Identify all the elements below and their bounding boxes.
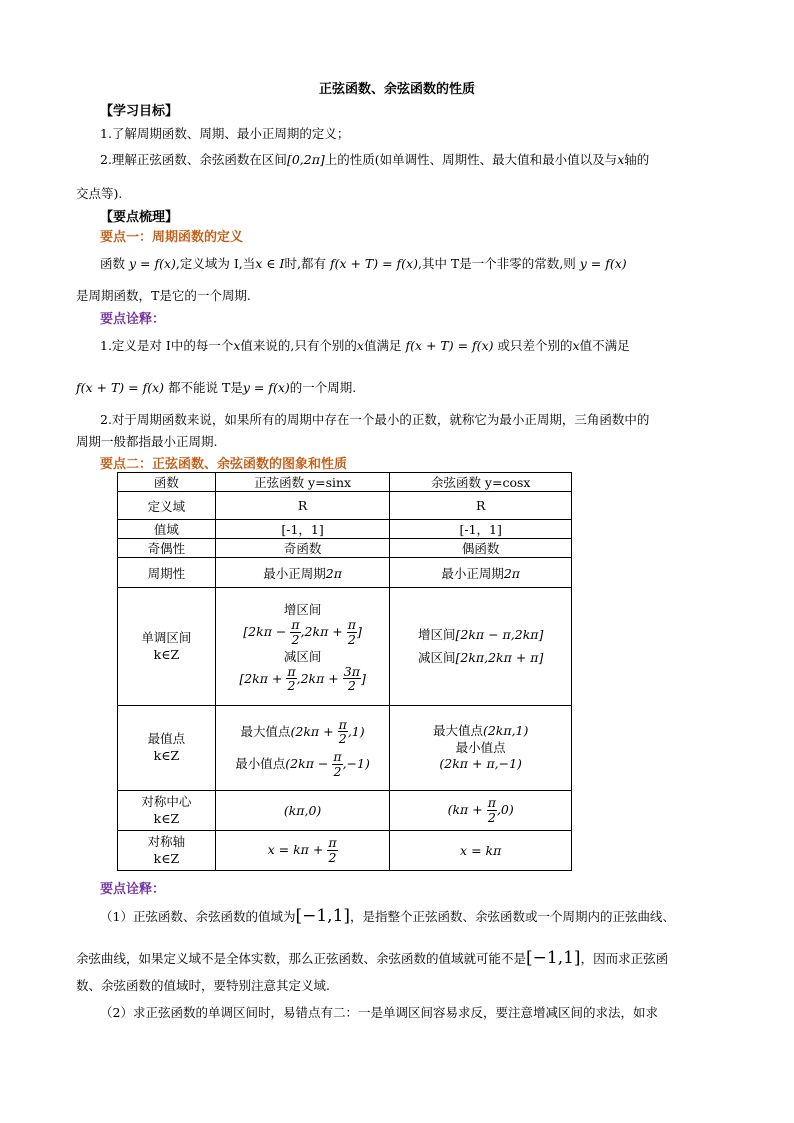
sin-min-point: 最小值点(2kπ − $\frac{\pi}{2}$ ,−1) <box>235 749 370 779</box>
table-cell: 正弦函数 y=sinx <box>215 473 390 492</box>
table-row-axis <box>118 831 572 871</box>
table-cell: 最大值点(2kπ,1) 最小值点 (2kπ + π,−1) <box>390 706 572 791</box>
table-cell: [-1，1] <box>215 520 390 539</box>
table-cell: x = kπ + $\frac{\pi}{2}$ <box>215 831 390 871</box>
table-cell: 对称中心 k∈Z <box>118 791 216 831</box>
table-cell: R <box>215 492 390 520</box>
point1-note2-line1: 2.对于周期函数来说，如果所有的周期中存在一个最小的正数，就称它为最小正周期，三角函数中的 <box>100 412 650 427</box>
point2-note2: （2）求正弦函数的单调区间时，易错点有二：一是单调区间容易求反，要注意增减区间的求法，如求 <box>100 1005 658 1020</box>
table-cell: 最小正周期2π <box>215 558 390 588</box>
table-row-domain <box>118 492 572 520</box>
table-cell: 周期性 <box>118 558 216 588</box>
table-cell: 偶函数 <box>390 539 572 558</box>
table-cell <box>215 706 390 791</box>
table-cell: x = kπ <box>390 831 572 871</box>
table-row-header <box>118 473 572 492</box>
goal-item-2-cont: 交点等). <box>76 186 123 201</box>
point1-note1-cont: f(x + T) = f(x) 都不能说 T是y = f(x)的一个周期. <box>76 380 357 395</box>
table-row-monotonic <box>118 588 572 706</box>
sin-max-point: 最大值点(2kπ + $\frac{\pi}{2}$ ,1) <box>240 716 365 747</box>
page-title: 正弦函数、余弦函数的性质 <box>318 82 475 97</box>
point2-note1-line1: （1）正弦函数、余弦函数的值域为[−1,1]，是指整个正弦函数、余弦函数或一个周期内的正弦曲线、 <box>100 906 676 926</box>
table-cell: 增区间 [2kπ − $\frac{\pi}{2}$ ,2kπ + $\frac{\pi}{2}$ ] 减区间 [2kπ + $\frac{\pi}{2}$ ,2kπ + $\frac{3\pi}{2}$ ] <box>215 588 390 706</box>
goal-item-1: 1.了解周期函数、周期、最小正周期的定义； <box>100 126 350 141</box>
points-heading: 【要点梳理】 <box>100 210 179 225</box>
point2-note1-line2: 余弦曲线，如果定义域不是全体实数，那么正弦函数、余弦函数的值域就可能不是[−1,1]，因而求正弦函 <box>76 948 669 968</box>
table-cell: 函数 <box>118 473 216 492</box>
table-row-period <box>118 558 572 588</box>
point2-heading: 要点二：正弦函数、余弦函数的图象和性质 <box>100 457 348 472</box>
point1-def-line1: 函数 y = f(x),定义域为 I,当x ∈ I时,都有 f(x + T) = f(x),其中 T是一个非零的常数,则 y = f(x) <box>100 256 627 271</box>
table-row-center <box>118 791 572 831</box>
table-row-extreme <box>118 706 572 791</box>
point1-note1: 1.定义是对 I中的每一个x值来说的,只有个别的x值满足 f(x + T) = f(x) 或只差个别的x值不满足 <box>100 338 630 353</box>
point1-heading: 要点一：周期函数的定义 <box>100 230 244 245</box>
point1-note-heading: 要点诠释： <box>100 312 166 327</box>
table-cell: 最值点 k∈Z <box>118 706 216 791</box>
goals-heading: 【学习目标】 <box>100 104 179 119</box>
sin-decreasing-interval: [2kπ + $\frac{\pi}{2}$ ,2kπ + $\frac{3\pi}{2}$ ] <box>239 663 366 694</box>
table-cell: 奇偶性 <box>118 539 216 558</box>
goal-item-2: 2.理解正弦函数、余弦函数在区间[0,2π]上的性质(如单调性、周期性、最大值和最小值以及与x轴的 <box>100 152 650 167</box>
table-row-parity <box>118 539 572 558</box>
table-cell: 增区间[2kπ − π,2kπ] 减区间[2kπ,2kπ + π] <box>390 588 572 706</box>
point1-def-line2: 是周期函数，T是它的一个周期. <box>76 288 251 303</box>
table-cell: (kπ + $\frac{\pi}{2}$ ,0) <box>390 791 572 831</box>
table-cell: 最小正周期2π <box>390 558 572 588</box>
point2-note1-line3: 数、余弦函数的值域时，要特别注意其定义域. <box>76 978 330 993</box>
table-cell: 奇函数 <box>215 539 390 558</box>
table-cell: (kπ,0) <box>215 791 390 831</box>
sin-increasing-interval: [2kπ − $\frac{\pi}{2}$ ,2kπ + $\frac{\pi}{2}$ ] <box>243 617 362 647</box>
point2-note-heading: 要点诠释： <box>100 882 166 897</box>
table-cell: 定义域 <box>118 492 216 520</box>
table-cell: 余弦函数 y=cosx <box>390 473 572 492</box>
table-cell: 对称轴 k∈Z <box>118 831 216 871</box>
table-row-range <box>118 520 572 539</box>
trig-properties-table <box>117 472 572 871</box>
table-cell: 单调区间 k∈Z <box>118 588 216 706</box>
point1-note2-line2: 周期一般都指最小正周期. <box>76 434 218 449</box>
table-cell: R <box>390 492 572 520</box>
table-cell: 值域 <box>118 520 216 539</box>
table-cell: [-1，1] <box>390 520 572 539</box>
